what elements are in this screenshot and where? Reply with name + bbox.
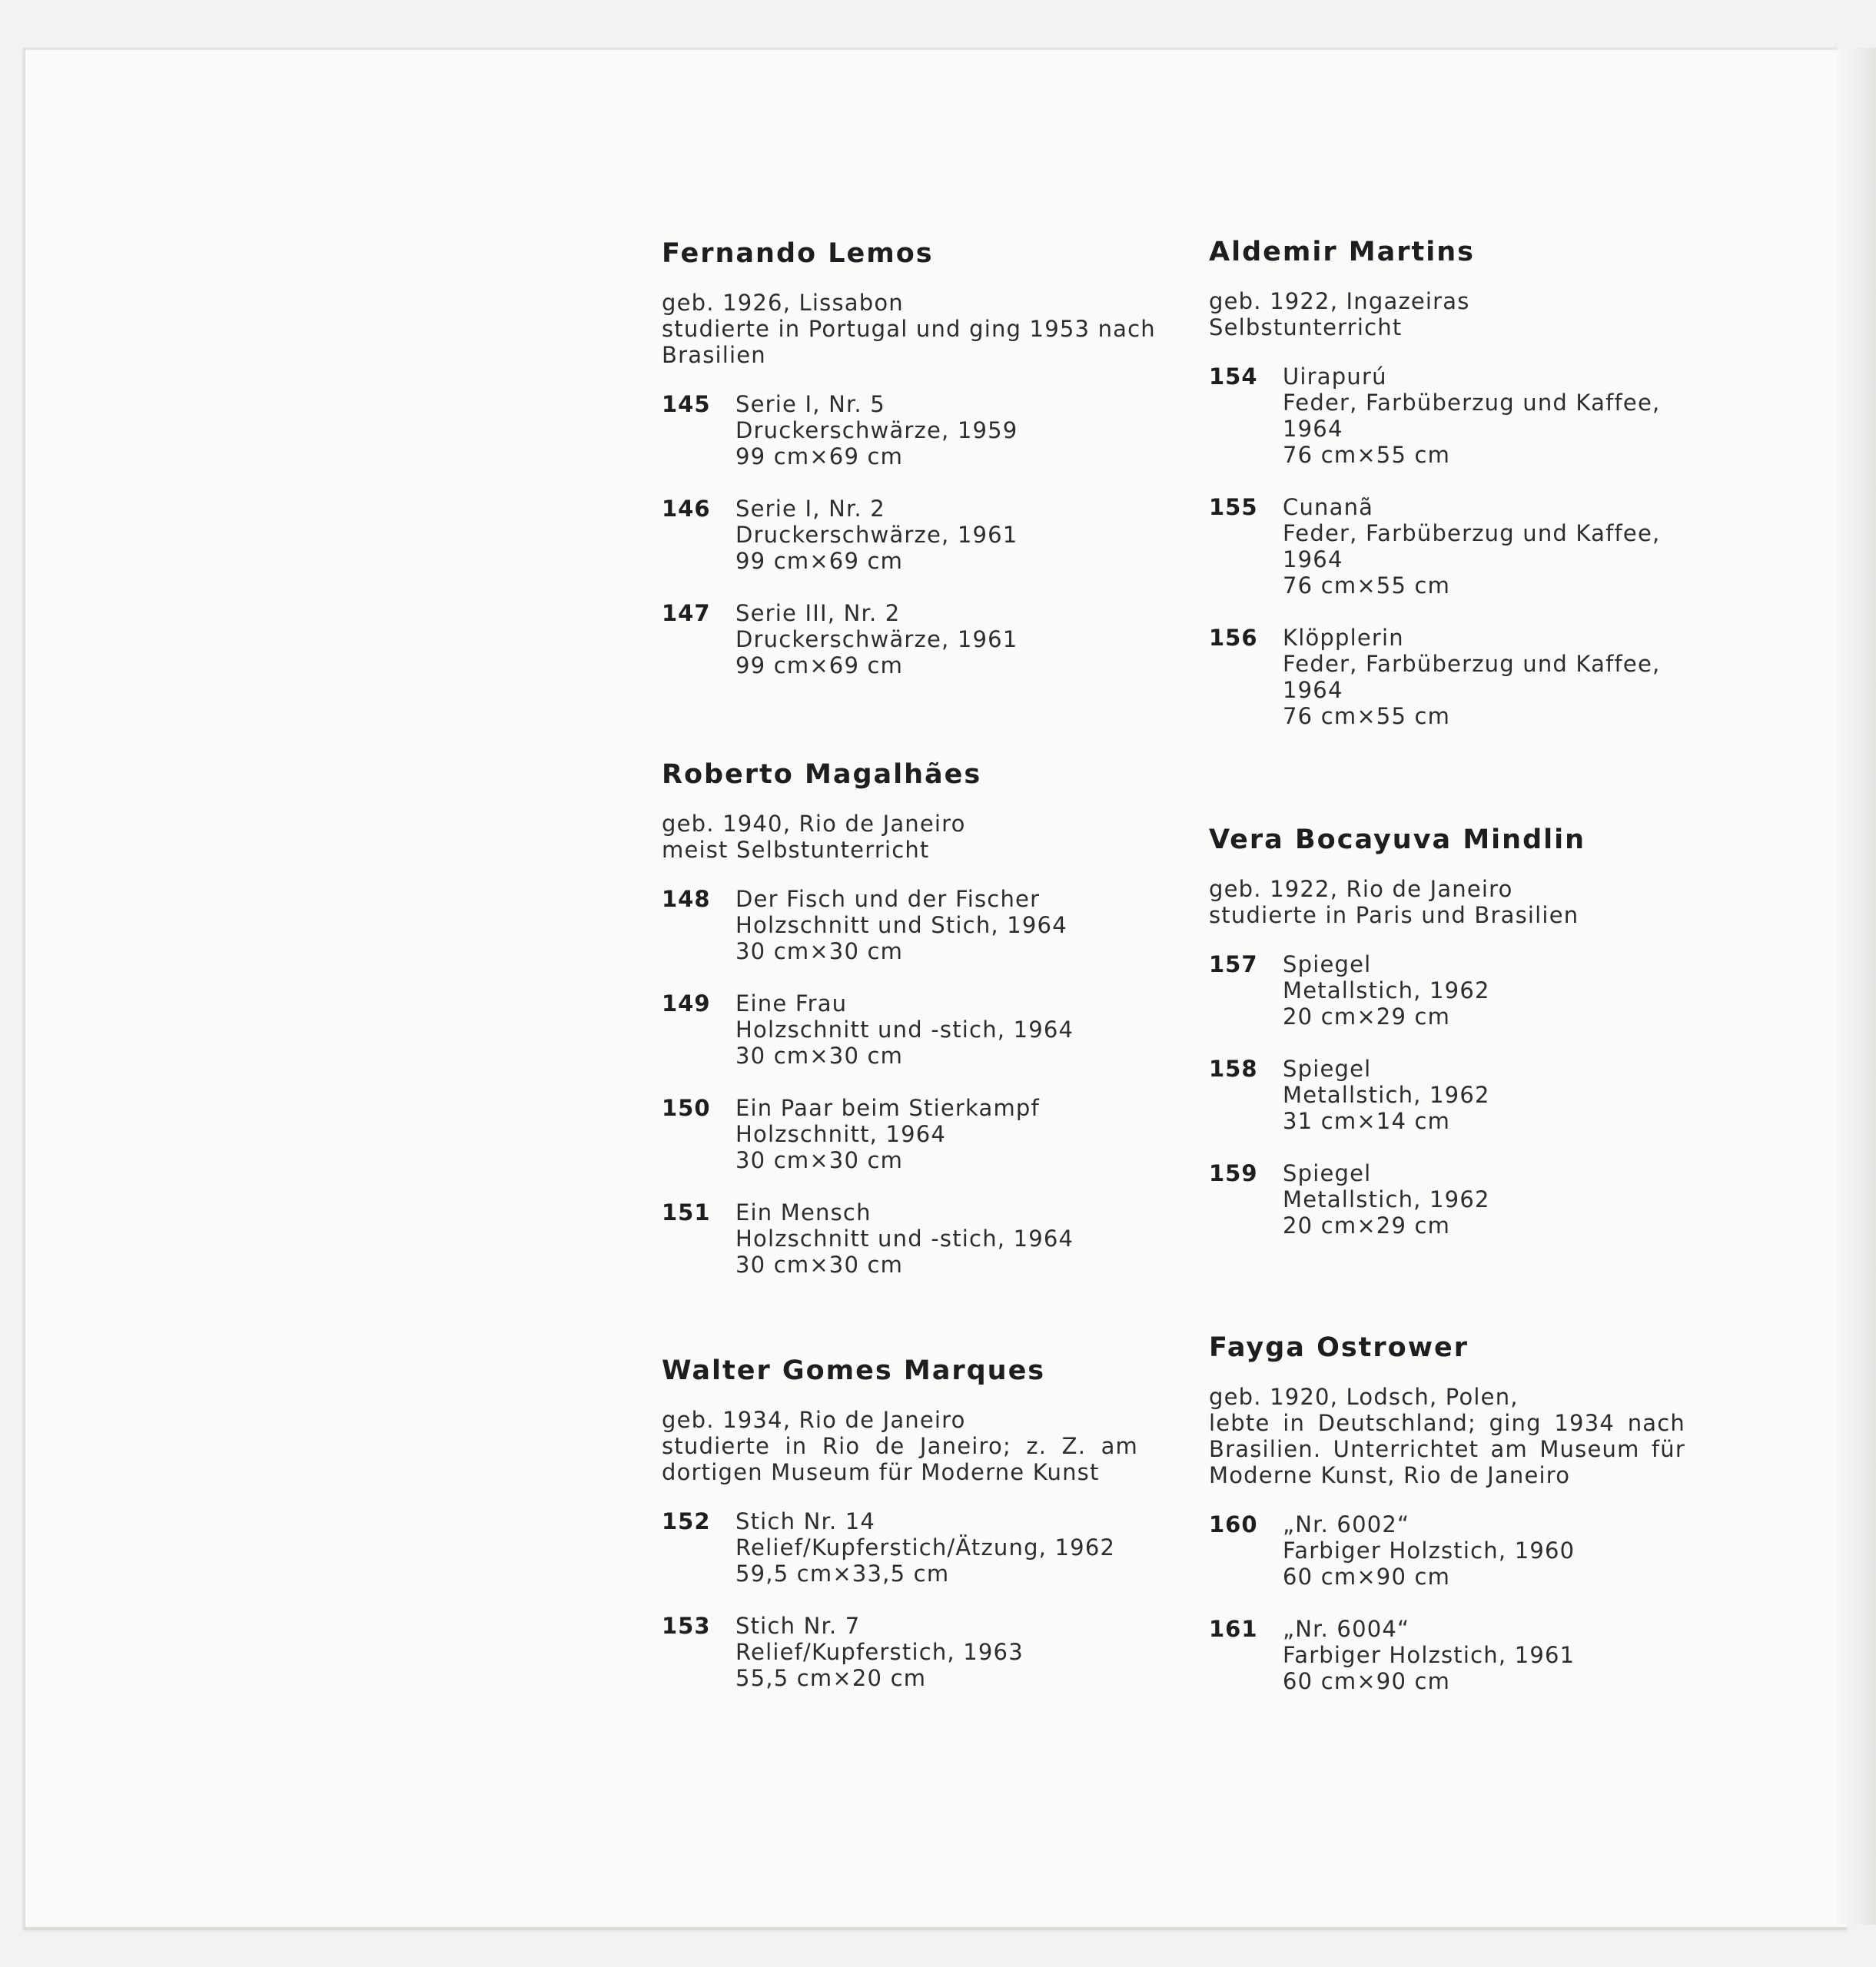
work-detail-line: Serie I, Nr. 2	[735, 496, 885, 522]
bio-line: geb. 1922, Ingazeiras	[1209, 288, 1470, 314]
works-list	[1209, 363, 1732, 729]
work-details	[1283, 951, 1490, 1030]
catalog-number: 159	[1209, 1160, 1258, 1186]
work-entry	[662, 391, 1184, 469]
work-details	[1283, 625, 1660, 729]
work-detail-line: Feder, Farbüberzug und Kaffee,	[1283, 520, 1661, 546]
work-entry	[662, 886, 1184, 964]
bio-line: studierte in Paris und Brasilien	[1209, 902, 1579, 928]
work-detail-line: 76 cm×55 cm	[1283, 703, 1451, 729]
work-detail-line: Relief/Kupferstich, 1963	[735, 1639, 1024, 1665]
work-detail-line: Serie I, Nr. 5	[735, 391, 885, 417]
work-detail-line: Metallstich, 1962	[1283, 1186, 1490, 1212]
work-detail-line: „Nr. 6004“	[1283, 1616, 1410, 1642]
work-detail-line: 31 cm×14 cm	[1283, 1108, 1451, 1134]
work-details	[1283, 1511, 1575, 1590]
artist-section	[1209, 1328, 1732, 1720]
work-details	[735, 1508, 1115, 1587]
artist-bio	[1209, 288, 1732, 340]
catalog-number: 160	[1209, 1511, 1258, 1537]
work-detail-line: 30 cm×30 cm	[735, 938, 904, 964]
work-detail-line: 30 cm×30 cm	[735, 1043, 904, 1069]
artist-section	[1209, 233, 1732, 755]
artist-name: Fayga Ostrower	[1209, 1332, 1469, 1363]
work-detail-line: Spiegel	[1283, 951, 1372, 977]
catalog-number: 154	[1209, 363, 1258, 390]
artist-section	[662, 234, 1184, 705]
work-detail-line: Holzschnitt, 1964	[735, 1121, 947, 1147]
work-detail-line: Druckerschwärze, 1959	[735, 417, 1018, 443]
bio-line: Brasilien	[662, 342, 766, 368]
artist-section	[1209, 821, 1732, 1265]
work-details	[1283, 1160, 1490, 1239]
artist-section	[662, 1352, 1184, 1717]
bio-line: lebte in Deutschland; ging 1934 nach	[1209, 1410, 1685, 1436]
work-detail-line: Farbiger Holzstich, 1961	[1283, 1642, 1576, 1668]
work-detail-line: Feder, Farbüberzug und Kaffee,	[1283, 651, 1661, 677]
work-detail-line: Druckerschwärze, 1961	[735, 626, 1018, 652]
work-detail-line: Farbiger Holzstich, 1960	[1283, 1537, 1576, 1564]
artist-bio	[662, 290, 1184, 368]
work-entry	[1209, 1616, 1732, 1694]
work-entry	[1209, 1511, 1732, 1590]
work-detail-line: 20 cm×29 cm	[1283, 1003, 1451, 1030]
work-entry	[1209, 363, 1732, 468]
work-details	[1283, 494, 1660, 599]
bio-line: Selbstunterricht	[1209, 314, 1403, 340]
work-details	[1283, 363, 1660, 468]
artist-bio	[662, 811, 1184, 863]
work-details	[735, 391, 1018, 469]
artist-bio	[662, 1407, 1184, 1485]
work-detail-line: 1964	[1283, 677, 1343, 703]
work-detail-line: 30 cm×30 cm	[735, 1147, 904, 1173]
catalog-number: 155	[1209, 494, 1258, 520]
bio-line: Moderne Kunst, Rio de Janeiro	[1209, 1462, 1571, 1488]
work-detail-line: Metallstich, 1962	[1283, 1082, 1490, 1108]
work-detail-line: Uirapurú	[1283, 363, 1387, 390]
bio-line: meist Selbstunterricht	[662, 837, 930, 863]
artist-bio	[1209, 876, 1732, 928]
work-details	[735, 600, 1018, 678]
work-entry	[662, 600, 1184, 678]
bio-line: geb. 1940, Rio de Janeiro	[662, 811, 966, 837]
catalog-number: 156	[1209, 625, 1258, 651]
artist-name: Walter Gomes Marques	[662, 1355, 1046, 1386]
catalog-number: 147	[662, 600, 711, 626]
bio-line: geb. 1934, Rio de Janeiro	[662, 1407, 966, 1433]
work-detail-line: 1964	[1283, 416, 1343, 442]
work-details	[735, 990, 1074, 1069]
catalog-number: 158	[1209, 1056, 1258, 1082]
work-detail-line: Holzschnitt und -stich, 1964	[735, 1017, 1074, 1043]
bio-line: geb. 1922, Rio de Janeiro	[1209, 876, 1513, 902]
catalog-number: 149	[662, 990, 711, 1017]
bio-line: studierte in Portugal und ging 1953 nach	[662, 316, 1156, 342]
work-details	[735, 1095, 1040, 1173]
catalog-number: 148	[662, 886, 711, 912]
artist-section	[662, 755, 1184, 1304]
work-entry	[662, 1095, 1184, 1173]
page-edge	[1838, 48, 1876, 1925]
bio-line: Brasilien. Unterrichtet am Museum für	[1209, 1436, 1685, 1462]
works-list	[662, 886, 1184, 1278]
work-detail-line: 55,5 cm×20 cm	[735, 1665, 927, 1691]
work-entry	[662, 1199, 1184, 1278]
catalog-number: 161	[1209, 1616, 1258, 1642]
artist-name: Vera Bocayuva Mindlin	[1209, 824, 1586, 855]
catalog-number: 146	[662, 496, 711, 522]
work-details	[735, 1613, 1024, 1691]
work-details	[1283, 1616, 1575, 1694]
work-detail-line: 1964	[1283, 546, 1343, 572]
work-detail-line: „Nr. 6002“	[1283, 1511, 1410, 1537]
work-entry	[662, 1613, 1184, 1691]
work-detail-line: 99 cm×69 cm	[735, 652, 904, 678]
work-details	[735, 496, 1018, 574]
works-list	[662, 1508, 1184, 1691]
artist-bio	[1209, 1384, 1732, 1488]
work-entry	[1209, 951, 1732, 1030]
work-detail-line: 99 cm×69 cm	[735, 548, 904, 574]
work-detail-line: Relief/Kupferstich/Ätzung, 1962	[735, 1534, 1116, 1561]
work-detail-line: Feder, Farbüberzug und Kaffee,	[1283, 390, 1661, 416]
work-detail-line: 76 cm×55 cm	[1283, 442, 1451, 468]
work-detail-line: 60 cm×90 cm	[1283, 1564, 1451, 1590]
catalog-number: 150	[662, 1095, 711, 1121]
artist-name: Roberto Magalhães	[662, 759, 982, 790]
work-detail-line: 76 cm×55 cm	[1283, 572, 1451, 599]
catalog-number: 151	[662, 1199, 711, 1226]
work-details	[1283, 1056, 1490, 1134]
work-entry	[662, 1508, 1184, 1587]
catalog-number: 157	[1209, 951, 1258, 977]
catalog-number: 152	[662, 1508, 711, 1534]
bio-line: studierte in Rio de Janeiro; z. Z. am	[662, 1433, 1138, 1459]
work-detail-line: Eine Frau	[735, 990, 848, 1017]
catalog-number: 145	[662, 391, 711, 417]
works-list	[1209, 1511, 1732, 1694]
work-entry	[662, 990, 1184, 1069]
work-detail-line: 30 cm×30 cm	[735, 1252, 904, 1278]
work-entry	[1209, 494, 1732, 599]
work-detail-line: Ein Mensch	[735, 1199, 872, 1226]
work-detail-line: 59,5 cm×33,5 cm	[735, 1561, 950, 1587]
work-detail-line: Stich Nr. 7	[735, 1613, 861, 1639]
work-detail-line: Serie III, Nr. 2	[735, 600, 901, 626]
artist-name: Fernando Lemos	[662, 238, 934, 269]
work-details	[735, 886, 1067, 964]
artist-name: Aldemir Martins	[1209, 237, 1475, 267]
catalog-number: 153	[662, 1613, 711, 1639]
work-details	[735, 1199, 1074, 1278]
work-entry	[662, 496, 1184, 574]
work-detail-line: 60 cm×90 cm	[1283, 1668, 1451, 1694]
work-entry	[1209, 1056, 1732, 1134]
work-detail-line: Klöpplerin	[1283, 625, 1404, 651]
work-detail-line: Der Fisch und der Fischer	[735, 886, 1041, 912]
work-detail-line: Stich Nr. 14	[735, 1508, 876, 1534]
bio-line: geb. 1926, Lissabon	[662, 290, 904, 316]
work-detail-line: Druckerschwärze, 1961	[735, 522, 1018, 548]
work-detail-line: Holzschnitt und Stich, 1964	[735, 912, 1067, 938]
bio-line: geb. 1920, Lodsch, Polen,	[1209, 1384, 1519, 1410]
work-detail-line: Spiegel	[1283, 1160, 1372, 1186]
works-list	[662, 391, 1184, 678]
bio-line: dortigen Museum für Moderne Kunst	[662, 1459, 1100, 1485]
work-detail-line: Spiegel	[1283, 1056, 1372, 1082]
work-entry	[1209, 625, 1732, 729]
work-detail-line: Holzschnitt und -stich, 1964	[735, 1226, 1074, 1252]
work-detail-line: Cunanã	[1283, 494, 1374, 520]
work-detail-line: Ein Paar beim Stierkampf	[735, 1095, 1040, 1121]
work-detail-line: 99 cm×69 cm	[735, 443, 904, 469]
works-list	[1209, 951, 1732, 1239]
work-entry	[1209, 1160, 1732, 1239]
work-detail-line: Metallstich, 1962	[1283, 977, 1490, 1003]
work-detail-line: 20 cm×29 cm	[1283, 1212, 1451, 1239]
